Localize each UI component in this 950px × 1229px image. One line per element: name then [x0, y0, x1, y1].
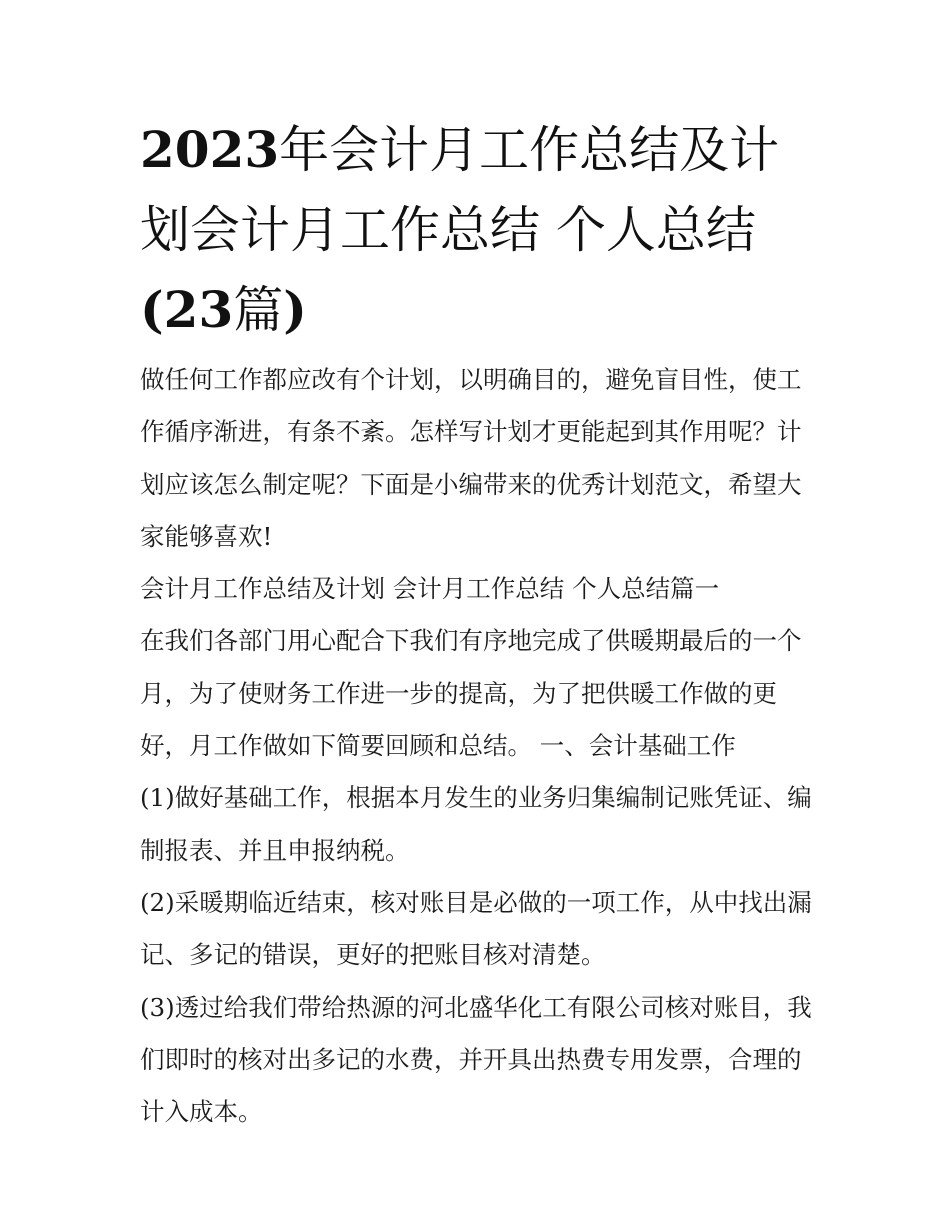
list-item-1: (1)做好基础工作，根据本月发生的业务归集编制记账凭证、编制报表、并且申报纳税。 [140, 783, 812, 865]
document-body [140, 354, 815, 1138]
title-year: 2023 [140, 120, 280, 179]
list-item-3: (3)透过给我们带给热源的河北盛华化工有限公司核对账目，我们即时的核对出多记的水费，并开具出热费专用发票，合理的计入成本。 [140, 992, 812, 1127]
document-title [140, 110, 820, 350]
title-text-end: 篇 [233, 281, 284, 339]
title-count: (23 [140, 280, 234, 339]
section-heading: 会计月工作总结及计划 会计月工作总结 个人总结篇一 [140, 574, 720, 604]
summary-paragraph: 在我们各部门用心配合下我们有序地完成了供暖期最后的一个月，为了使财务工作进一步的提高，为了把供暖工作做的更好，月工作做如下简要回顾和总结。 一、会计基础工作 [140, 626, 802, 761]
list-item-2: (2)采暖期临近结束，核对账目是必做的一项工作，从中找出漏记、多记的错误，更好的把账目核对清楚。 [140, 887, 812, 970]
title-close-paren: ) [283, 280, 307, 339]
intro-paragraph: 做任何工作都应改有个计划，以明确目的，避免盲目性，使工作循序渐进，有条不紊。怎样写计划才更能起到其作用呢？计划应该怎么制定呢？下面是小编带来的优秀计划范文，希望大家能够喜欢! [140, 365, 802, 551]
title-text: 年会计月工作总结及计划会计月工作总结 个人总结 [140, 121, 780, 259]
